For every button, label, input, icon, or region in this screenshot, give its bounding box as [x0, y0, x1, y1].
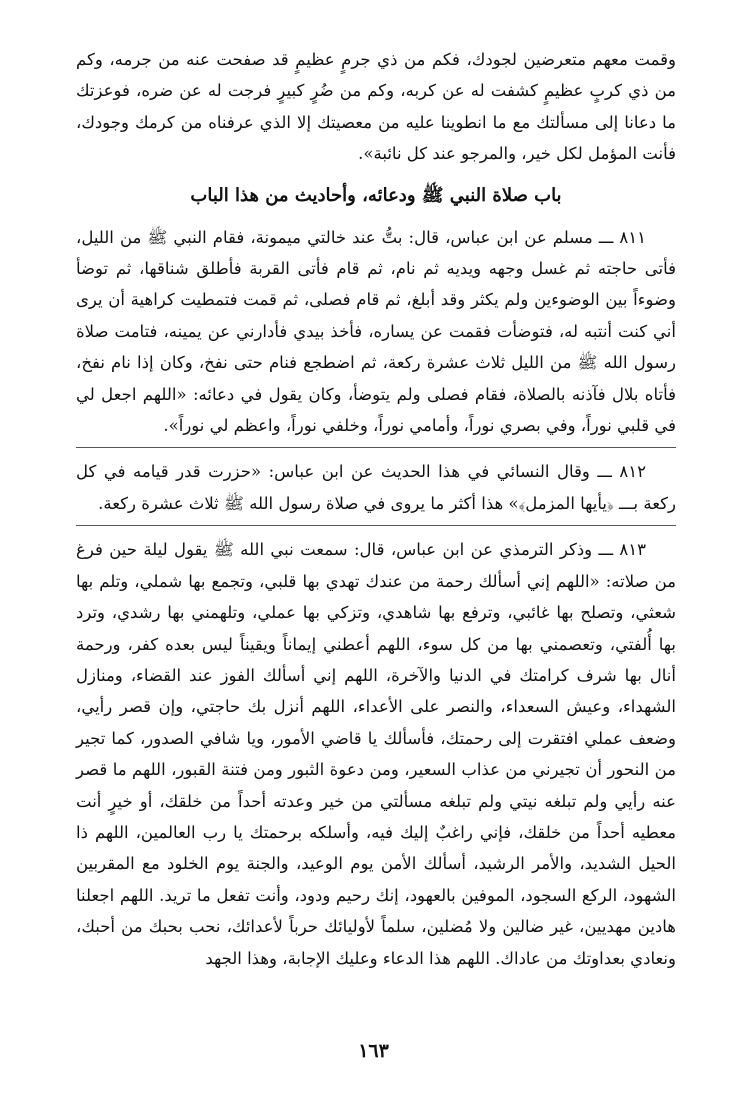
- divider: [76, 525, 676, 526]
- hadith-812-text: وقال النسائي في هذا الحديث عن ابن عباس: «حزرت قدر قيامه في كل ركعة بـــ ﴿يأيها المزمل﴾» هذا أكثر ما يروى في صلاة رسول الله ﷺ ثلاث عشرة ركعة.: [76, 462, 676, 513]
- hadith-811-text: مسلم عن ابن عباس، قال: بتُّ عند خالتي ميمونة، فقام النبي ﷺ من الليل، فأتى حاجته ثم غسل وجهه ويديه ثم نام، ثم قام فأتى القربة فأطلق شناقها، ثم توضأ وضوءاً بين الوضوءين ولم يكثر وقد أبلغ، ثم قام فصلى، ثم قمت فتمطيت كراهية أن يرى أني كنت أنتبه له، فتوضأت فقمت عن يساره، فأخذ بيدي فأدارني عن يمينه، فتامت صلاة رسول الله ﷺ من الليل ثلاث عشرة ركعة، ثم اضطجع فنام حتى نفخ، وكان إذا نام نفخ، فأتاه بلال فآذنه بالصلاة، فقام فصلى ولم يتوضأ، وكان يقول في دعائه: «اللهم اجعل لي في قلبي نوراً، وفي بصري نوراً، وأمامي نوراً، وخلفي نوراً، واعظم لي نوراً».: [76, 227, 676, 436]
- hadith-812: [76, 456, 676, 519]
- page-number: ١٦٣: [358, 1040, 389, 1062]
- spacer: [76, 170, 676, 176]
- page-body: [76, 44, 676, 974]
- hadith-813: [76, 534, 676, 974]
- intro-paragraph: وقمت معهم متعرضين لجودك، فكم من ذي جرمٍ عظيمٍ قد صفحت عنه من جرمه، وكم من ذي كربٍ عظيمٍ كشفت له عن كربه، وكم من ضُرٍ كبيرٍ فرجت له عن ضره، فوعزتك ما دعانا إلى مسألتك مع ما انطوينا عليه من معصيتك إلا الذي عرفناه من كرمك وجودك، فأنت المؤمل لكل خير، والمرجو عند كل نائبة».: [76, 50, 676, 164]
- hadith-811-number: ٨١١ ـــ: [598, 227, 646, 247]
- hadith-813-text: وذكر الترمذي عن ابن عباس، قال: سمعت نبي الله ﷺ يقول ليلة حين فرغ من صلاته: «اللهم إني أسألك رحمة من عندك تهدي بها قلبي، وتجمع بها شملي، وتلم بها شعثي، وتصلح بها غائبي، وترفع بها شاهدي، وتزكي بها عملي، وتلهمني بها رشدي، وترد بها أُلفتي، وتعصمني بها من كل سوء، اللهم أعطني إيماناً ويقيناً ليس بعده كفر، ورحمة أنال بها شرف كرامتك في الدنيا والآخرة، اللهم إني أسألك الفوز عند القضاء، ومنازل الشهداء، وعيش السعداء، والنصر على الأعداء، اللهم أنزل بك حاجتي، وإن قصر رأيي، وضعف عملي افتقرت إلى رحمتك، فأسألك يا قاضي الأمور، ويا شافي الصدور، كما تجير من النحور أن تجيرني من عذاب السعير، ومن دعوة الثبور ومن فتنة القبور، اللهم ما قصر عنه رأيي ولم تبلغه نيتي ولم تبلغه مسألتي من خير وعدته أحداً من خلقك، أو خيرٍ أنت معطيه أحداً من خلقك، فإني راغبٌ إليك فيه، وأسلكه برحمتك يا رب العالمين، اللهم ذا الحيل الشديد، والأمر الرشيد، أسألك الأمن يوم الوعيد، والجنة يوم الخلود مع المقربين الشهود، الركع السجود، الموفين بالعهود، إنك رحيم ودود، وأنت تفعل ما تريد. اللهم اجعلنا هادين مهديين، غير ضالين ولا مُضلين، سلماً لأوليائك حرباً لأعدائك، نحب بحبك من أحبك، ونعادي بعداوتك من عاداك. اللهم هذا الدعاء وعليك الإجابة، وهذا الجهد: [76, 540, 676, 968]
- divider: [76, 447, 676, 448]
- chapter-heading: باب صلاة النبي ﷺ ودعائه، وأحاديث من هذا الباب: [190, 184, 562, 206]
- hadith-813-number: ٨١٣ ـــ: [598, 540, 646, 560]
- hadith-812-number: ٨١٢ ـــ: [597, 462, 646, 482]
- hadith-811: [76, 222, 676, 442]
